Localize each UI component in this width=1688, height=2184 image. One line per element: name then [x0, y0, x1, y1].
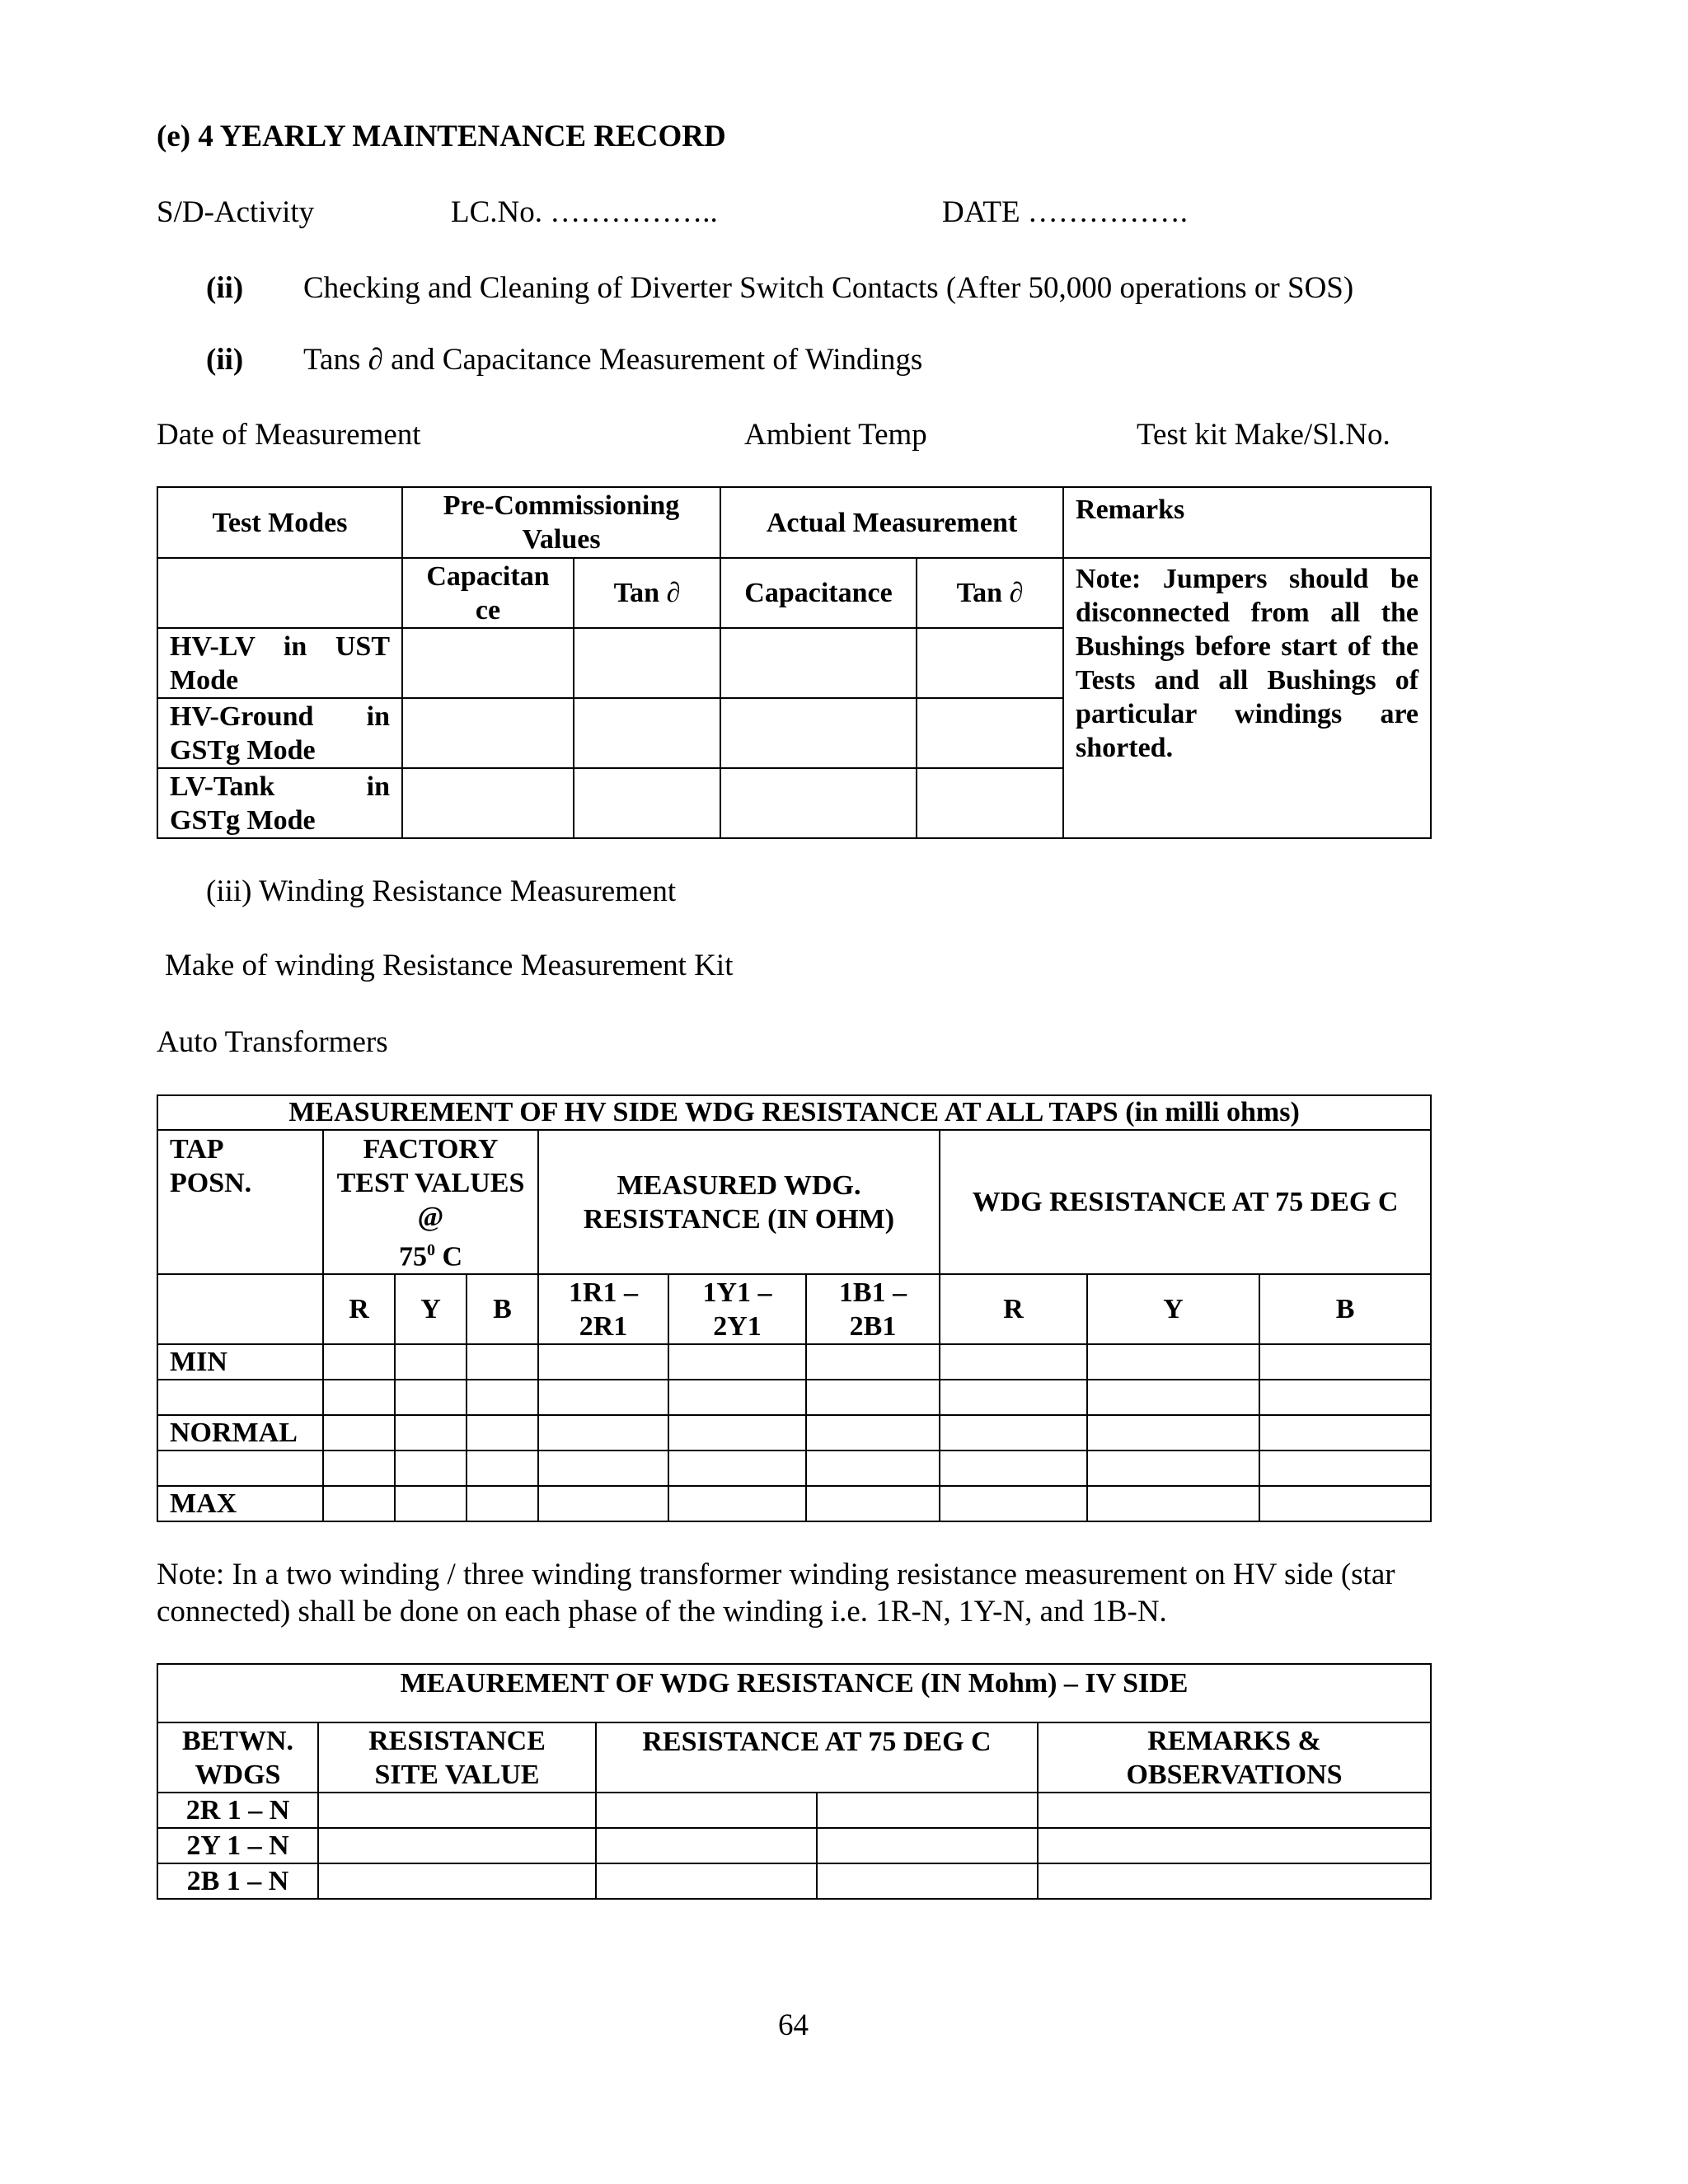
- value-cell[interactable]: [467, 1486, 538, 1521]
- tan-delta-table: [157, 486, 1432, 839]
- table-title: MEASUREMENT OF HV SIDE WDG RESISTANCE AT ALL TAPS (in milli ohms): [157, 1095, 1431, 1130]
- value-cell[interactable]: [402, 698, 574, 768]
- value-cell[interactable]: [806, 1344, 940, 1380]
- value-cell[interactable]: [940, 1344, 1087, 1380]
- value-cell[interactable]: [917, 628, 1063, 698]
- sd-activity-label: S/D-Activity: [157, 195, 315, 229]
- winding-label: 2R 1 – N: [157, 1793, 318, 1828]
- value-cell[interactable]: [395, 1380, 467, 1415]
- subheader-1b1-2b1: 1B1 – 2B1: [806, 1274, 940, 1344]
- value-cell[interactable]: [668, 1380, 806, 1415]
- value-cell[interactable]: [395, 1344, 467, 1380]
- value-cell[interactable]: [538, 1380, 668, 1415]
- date-of-measurement-label: Date of Measurement: [157, 418, 421, 452]
- value-cell[interactable]: [538, 1415, 668, 1451]
- value-cell[interactable]: [467, 1451, 538, 1486]
- value-cell[interactable]: [323, 1451, 395, 1486]
- tap-label: [157, 1451, 323, 1486]
- value-cell[interactable]: [538, 1344, 668, 1380]
- value-cell[interactable]: [817, 1793, 1038, 1828]
- kit-make-label: Make of winding Resistance Measurement Kit: [165, 949, 734, 982]
- value-cell[interactable]: [1087, 1380, 1259, 1415]
- row-label: HV-LV in UST Mode: [157, 628, 402, 698]
- value-cell[interactable]: [1259, 1451, 1431, 1486]
- value-cell[interactable]: [940, 1451, 1087, 1486]
- header-remarks-observations: REMARKS & OBSERVATIONS: [1038, 1722, 1431, 1793]
- header-measured-wdg-resistance: MEASURED WDG. RESISTANCE (IN OHM): [538, 1130, 940, 1274]
- value-cell[interactable]: [1087, 1451, 1259, 1486]
- item-number: (ii): [206, 271, 244, 305]
- value-cell[interactable]: [596, 1793, 817, 1828]
- header-tap-posn: TAP POSN.: [157, 1130, 323, 1274]
- value-cell[interactable]: [940, 1380, 1087, 1415]
- value-cell[interactable]: [1259, 1486, 1431, 1521]
- value-cell[interactable]: [318, 1828, 596, 1863]
- header-resistance-site-value: RESISTANCE SITE VALUE: [318, 1722, 596, 1793]
- empty-cell: [157, 558, 402, 628]
- item-text: Checking and Cleaning of Diverter Switch Contacts (After 50,000 operations or SOS): [303, 271, 1354, 305]
- table-title: MEAUREMENT OF WDG RESISTANCE (IN Mohm) – IV SIDE: [157, 1664, 1431, 1722]
- value-cell[interactable]: [940, 1486, 1087, 1521]
- value-cell[interactable]: [323, 1344, 395, 1380]
- date-label: DATE …………….: [942, 195, 1189, 229]
- value-cell[interactable]: [917, 698, 1063, 768]
- hv-resistance-table: [157, 1094, 1432, 1522]
- tap-label: [157, 1380, 323, 1415]
- value-cell[interactable]: [467, 1415, 538, 1451]
- header-resistance-75: RESISTANCE AT 75 DEG C: [596, 1722, 1038, 1793]
- header-test-modes: Test Modes: [157, 487, 402, 558]
- lc-no-label: LC.No. ……………..: [451, 195, 718, 229]
- ambient-temp-label: Ambient Temp: [744, 418, 927, 452]
- value-cell[interactable]: [538, 1451, 668, 1486]
- header-actual-measurement: Actual Measurement: [720, 487, 1063, 558]
- subheader-capacitance: Capacitance: [720, 558, 917, 628]
- value-cell[interactable]: [806, 1486, 940, 1521]
- subheader-b: B: [1259, 1274, 1431, 1344]
- value-cell[interactable]: [402, 628, 574, 698]
- test-kit-label: Test kit Make/Sl.No.: [1137, 418, 1390, 452]
- page-number: 64: [778, 2008, 809, 2042]
- value-cell[interactable]: [467, 1344, 538, 1380]
- winding-label: 2Y 1 – N: [157, 1828, 318, 1863]
- header-betwn-wdgs: BETWN. WDGS: [157, 1722, 318, 1793]
- value-cell[interactable]: [940, 1415, 1087, 1451]
- tap-label: NORMAL: [157, 1415, 323, 1451]
- value-cell[interactable]: [806, 1451, 940, 1486]
- iv-resistance-table: [157, 1663, 1432, 1900]
- winding-label: 2B 1 – N: [157, 1863, 318, 1899]
- value-cell[interactable]: [318, 1793, 596, 1828]
- row-label: HV-Ground in GSTg Mode: [157, 698, 402, 768]
- row-label: LV-Tank in GSTg Mode: [157, 768, 402, 838]
- subheader-capacitance: Capacitan ce: [402, 558, 574, 628]
- subheader-tan-delta: Tan ∂: [574, 558, 720, 628]
- subheader-r: R: [940, 1274, 1087, 1344]
- value-cell[interactable]: [1087, 1415, 1259, 1451]
- value-cell[interactable]: [596, 1863, 817, 1899]
- subheader-y: Y: [1087, 1274, 1259, 1344]
- value-cell[interactable]: [806, 1380, 940, 1415]
- item-text: Tans ∂ and Capacitance Measurement of Windings: [303, 343, 923, 377]
- value-cell[interactable]: [1038, 1828, 1431, 1863]
- header-factory-test-values: FACTORY TEST VALUES @ $75^0$ C: [323, 1130, 538, 1274]
- value-cell[interactable]: [574, 628, 720, 698]
- section-heading: (iii) Winding Resistance Measurement: [206, 874, 677, 908]
- subheader-r: R: [323, 1274, 395, 1344]
- empty-cell: [157, 1274, 323, 1344]
- auto-transformers-label: Auto Transformers: [157, 1025, 388, 1059]
- header-pre-commissioning: Pre-Commissioning Values: [402, 487, 720, 558]
- value-cell[interactable]: [720, 628, 917, 698]
- value-cell[interactable]: [1038, 1863, 1431, 1899]
- subheader-1y1-2y1: 1Y1 – 2Y1: [668, 1274, 806, 1344]
- value-cell[interactable]: [402, 768, 574, 838]
- value-cell[interactable]: [395, 1451, 467, 1486]
- item-number: (ii): [206, 343, 244, 377]
- value-cell[interactable]: [574, 768, 720, 838]
- value-cell[interactable]: [1259, 1415, 1431, 1451]
- subheader-b: B: [467, 1274, 538, 1344]
- value-cell[interactable]: [806, 1415, 940, 1451]
- value-cell[interactable]: [467, 1380, 538, 1415]
- value-cell[interactable]: [720, 698, 917, 768]
- remarks-note: Note: Jumpers should be disconnected from all the Bushings before start of the Tests and all Bushings of particular windings are shorted.: [1063, 558, 1431, 838]
- value-cell[interactable]: [917, 768, 1063, 838]
- value-cell[interactable]: [1087, 1344, 1259, 1380]
- value-cell[interactable]: [318, 1863, 596, 1899]
- value-cell[interactable]: [1259, 1344, 1431, 1380]
- value-cell[interactable]: [574, 698, 720, 768]
- value-cell[interactable]: [323, 1486, 395, 1521]
- value-cell[interactable]: [538, 1486, 668, 1521]
- value-cell[interactable]: [668, 1486, 806, 1521]
- subheader-1r1-2r1: 1R1 – 2R1: [538, 1274, 668, 1344]
- tap-label: MAX: [157, 1486, 323, 1521]
- value-cell[interactable]: [720, 768, 917, 838]
- value-cell[interactable]: [323, 1415, 395, 1451]
- value-cell[interactable]: [1259, 1380, 1431, 1415]
- value-cell[interactable]: [668, 1344, 806, 1380]
- value-cell[interactable]: [668, 1451, 806, 1486]
- value-cell[interactable]: [395, 1415, 467, 1451]
- subheader-tan-delta: Tan ∂: [917, 558, 1063, 628]
- value-cell[interactable]: [817, 1863, 1038, 1899]
- value-cell[interactable]: [596, 1828, 817, 1863]
- page-title: (e) 4 YEARLY MAINTENANCE RECORD: [157, 120, 726, 153]
- value-cell[interactable]: [323, 1380, 395, 1415]
- value-cell[interactable]: [817, 1828, 1038, 1863]
- value-cell[interactable]: [668, 1415, 806, 1451]
- header-remarks: Remarks: [1063, 487, 1431, 558]
- subheader-y: Y: [395, 1274, 467, 1344]
- note-paragraph: Note: In a two winding / three winding transformer winding resistance measurement on HV side (star connected) shall be done on each phase of the winding i.e. 1R-N, 1Y-N, and 1B-N.: [157, 1558, 1395, 1629]
- value-cell[interactable]: [1087, 1486, 1259, 1521]
- header-wdg-resistance-75: WDG RESISTANCE AT 75 DEG C: [940, 1130, 1431, 1274]
- tap-label: MIN: [157, 1344, 323, 1380]
- value-cell[interactable]: [1038, 1793, 1431, 1828]
- value-cell[interactable]: [395, 1486, 467, 1521]
